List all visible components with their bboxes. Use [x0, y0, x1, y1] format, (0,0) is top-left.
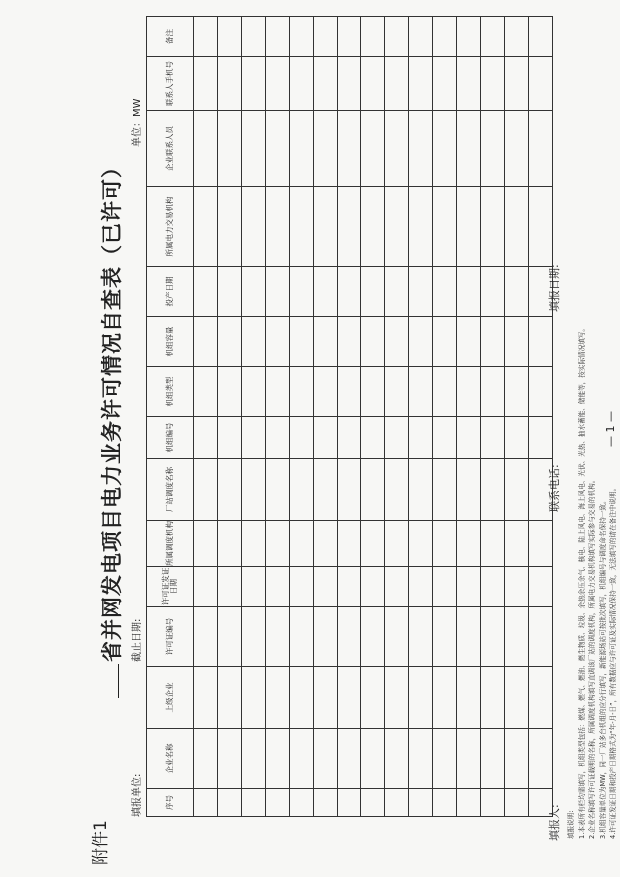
table-cell[interactable] — [528, 367, 552, 417]
table-cell[interactable] — [289, 267, 313, 317]
table-cell[interactable] — [241, 417, 265, 459]
table-cell[interactable] — [385, 459, 409, 521]
table-cell[interactable] — [385, 667, 409, 729]
table-cell[interactable] — [265, 459, 289, 521]
table-cell[interactable] — [241, 667, 265, 729]
table-cell[interactable] — [289, 789, 313, 817]
table-cell[interactable] — [457, 789, 481, 817]
page-number: — 1 — — [604, 411, 617, 447]
table-cell[interactable] — [265, 17, 289, 57]
table-cell[interactable] — [194, 729, 218, 789]
table-cell[interactable] — [528, 667, 552, 729]
table-cell[interactable] — [385, 521, 409, 567]
table-row — [265, 17, 289, 817]
table-cell[interactable] — [241, 187, 265, 267]
table-cell[interactable] — [217, 729, 241, 789]
table-cell[interactable] — [481, 317, 505, 367]
table-cell[interactable] — [457, 187, 481, 267]
table-cell[interactable] — [361, 187, 385, 267]
table-cell[interactable] — [528, 567, 552, 607]
table-cell[interactable] — [217, 367, 241, 417]
table-cell[interactable] — [313, 521, 337, 567]
table-cell[interactable] — [361, 667, 385, 729]
table-cell[interactable] — [361, 367, 385, 417]
table-cell[interactable] — [337, 367, 361, 417]
table-row — [457, 17, 481, 817]
table-cell[interactable] — [361, 17, 385, 57]
table-cell[interactable] — [385, 187, 409, 267]
table-cell[interactable] — [481, 187, 505, 267]
table-cell[interactable] — [361, 417, 385, 459]
table-cell[interactable] — [504, 729, 528, 789]
table-cell[interactable] — [289, 57, 313, 111]
note-item: 2.企业名称填写许可证载明的名称，所属调度机构填写直调该厂站的调度机构，所属电力交易机构填写实际参与交易的机构。 — [588, 476, 596, 839]
table-cell[interactable] — [457, 459, 481, 521]
table-cell[interactable] — [481, 417, 505, 459]
table-cell[interactable] — [481, 267, 505, 317]
table-cell[interactable] — [241, 789, 265, 817]
table-cell[interactable] — [313, 607, 337, 667]
table-cell[interactable] — [194, 667, 218, 729]
col-header: 机组容量 — [147, 317, 194, 367]
table-cell[interactable] — [433, 417, 457, 459]
table-cell[interactable] — [217, 607, 241, 667]
table-cell[interactable] — [241, 57, 265, 111]
table-cell[interactable] — [457, 17, 481, 57]
table-cell[interactable] — [194, 187, 218, 267]
table-cell[interactable] — [361, 729, 385, 789]
table-cell[interactable] — [361, 459, 385, 521]
table-cell[interactable] — [457, 417, 481, 459]
table-cell[interactable] — [337, 567, 361, 607]
phone-label: 联系电话: — [548, 464, 561, 512]
col-header: 机组编号 — [147, 417, 194, 459]
table-cell[interactable] — [241, 317, 265, 367]
table-cell[interactable] — [217, 17, 241, 57]
table-cell[interactable] — [289, 521, 313, 567]
table-cell[interactable] — [457, 111, 481, 187]
table-cell[interactable] — [409, 17, 433, 57]
table-cell[interactable] — [433, 729, 457, 789]
table-cell[interactable] — [313, 789, 337, 817]
table-row — [217, 17, 241, 817]
title-text: 省并网发电项目电力业务许可情况自查表（已许可） — [100, 156, 124, 662]
table-cell[interactable] — [337, 729, 361, 789]
table-cell[interactable] — [265, 567, 289, 607]
table-cell[interactable] — [457, 729, 481, 789]
table-cell[interactable] — [433, 667, 457, 729]
table-row — [504, 17, 528, 817]
table-cell[interactable] — [194, 607, 218, 667]
col-header: 投产日期 — [147, 267, 194, 317]
table-cell[interactable] — [241, 17, 265, 57]
table-cell[interactable] — [313, 267, 337, 317]
table-cell[interactable] — [241, 459, 265, 521]
table-row — [361, 17, 385, 817]
table-cell[interactable] — [361, 267, 385, 317]
table-row — [313, 17, 337, 817]
table-cell[interactable] — [504, 187, 528, 267]
table-cell[interactable] — [409, 111, 433, 187]
table-cell[interactable] — [528, 729, 552, 789]
table-cell[interactable] — [313, 417, 337, 459]
table-cell[interactable] — [528, 607, 552, 667]
table-cell[interactable] — [409, 789, 433, 817]
col-header: 所属电力交易机构 — [147, 187, 194, 267]
table-cell[interactable] — [481, 459, 505, 521]
cutoff-date-label: 截止日期: — [132, 618, 143, 662]
table-cell[interactable] — [504, 57, 528, 111]
table-cell[interactable] — [528, 521, 552, 567]
table-cell[interactable] — [194, 267, 218, 317]
table-row — [385, 17, 409, 817]
table-cell[interactable] — [337, 667, 361, 729]
table-cell[interactable] — [457, 567, 481, 607]
table-cell[interactable] — [265, 521, 289, 567]
table-cell[interactable] — [217, 187, 241, 267]
table-cell[interactable] — [265, 111, 289, 187]
fill-date-label: 填报日期: — [548, 264, 561, 312]
table-cell[interactable] — [409, 459, 433, 521]
table-cell[interactable] — [385, 417, 409, 459]
table-cell[interactable] — [433, 267, 457, 317]
table-cell[interactable] — [313, 367, 337, 417]
table-row — [409, 17, 433, 817]
note-item: 4.许可证发证日期和投产日期格式为“年-月-日”，所有数据应与许可证及实际情况保持一致，无法填写的请在备注中说明。 — [609, 484, 617, 839]
table-row — [528, 17, 552, 817]
table-cell[interactable] — [481, 111, 505, 187]
table-cell[interactable] — [433, 521, 457, 567]
table-cell[interactable] — [337, 417, 361, 459]
table-cell[interactable] — [194, 57, 218, 111]
table-cell[interactable] — [313, 17, 337, 57]
table-cell[interactable] — [504, 567, 528, 607]
table-cell[interactable] — [313, 317, 337, 367]
table-cell[interactable] — [289, 317, 313, 367]
table-cell[interactable] — [481, 667, 505, 729]
table-cell[interactable] — [528, 57, 552, 111]
table-cell[interactable] — [194, 459, 218, 521]
table-cell[interactable] — [241, 729, 265, 789]
col-header: 许可证发证日期 — [147, 567, 194, 607]
table-cell[interactable] — [457, 367, 481, 417]
table-cell[interactable] — [433, 111, 457, 187]
table-cell[interactable] — [385, 789, 409, 817]
table-cell[interactable] — [337, 521, 361, 567]
table-cell[interactable] — [409, 567, 433, 607]
table-row — [433, 17, 457, 817]
table-cell[interactable] — [313, 187, 337, 267]
table-cell[interactable] — [337, 317, 361, 367]
table-cell[interactable] — [194, 521, 218, 567]
table-cell[interactable] — [241, 267, 265, 317]
table-cell[interactable] — [313, 667, 337, 729]
table-cell[interactable] — [194, 17, 218, 57]
table-cell[interactable] — [457, 667, 481, 729]
table-cell[interactable] — [313, 111, 337, 187]
table-cell[interactable] — [337, 187, 361, 267]
table-cell[interactable] — [409, 417, 433, 459]
table-cell[interactable] — [409, 521, 433, 567]
table-row — [194, 17, 218, 817]
table-cell[interactable] — [481, 17, 505, 57]
table-cell[interactable] — [265, 57, 289, 111]
col-header: 厂站调度名称 — [147, 459, 194, 521]
col-header: 联系人手机号 — [147, 57, 194, 111]
col-header: 企业名称 — [147, 729, 194, 789]
table-cell[interactable] — [433, 367, 457, 417]
table-cell[interactable] — [241, 111, 265, 187]
table-cell[interactable] — [457, 607, 481, 667]
table-cell[interactable] — [217, 667, 241, 729]
table-cell[interactable] — [337, 267, 361, 317]
table-cell[interactable] — [289, 111, 313, 187]
table-row — [289, 17, 313, 817]
filler-label: 填报人: — [548, 804, 561, 841]
table-cell[interactable] — [194, 111, 218, 187]
table-cell[interactable] — [289, 187, 313, 267]
table-cell[interactable] — [289, 729, 313, 789]
table-cell[interactable] — [528, 187, 552, 267]
header-row — [147, 17, 194, 817]
table-cell[interactable] — [457, 57, 481, 111]
table-cell[interactable] — [265, 607, 289, 667]
table-cell[interactable] — [409, 187, 433, 267]
table-cell[interactable] — [289, 459, 313, 521]
table-cell[interactable] — [385, 111, 409, 187]
table-cell[interactable] — [217, 57, 241, 111]
table-cell[interactable] — [289, 667, 313, 729]
table-cell[interactable] — [504, 17, 528, 57]
table-cell[interactable] — [337, 57, 361, 111]
col-header: 企业联系人员 — [147, 111, 194, 187]
table-cell[interactable] — [385, 267, 409, 317]
table-cell[interactable] — [528, 417, 552, 459]
table-cell[interactable] — [217, 111, 241, 187]
table-cell[interactable] — [433, 57, 457, 111]
table-cell[interactable] — [504, 317, 528, 367]
table-cell[interactable] — [217, 459, 241, 521]
self-check-table — [146, 16, 553, 817]
col-header: 机组类型 — [147, 367, 194, 417]
table-row — [337, 17, 361, 817]
table-cell[interactable] — [504, 459, 528, 521]
table-row — [241, 17, 265, 817]
table-cell[interactable] — [241, 521, 265, 567]
table-cell[interactable] — [313, 729, 337, 789]
table-cell[interactable] — [409, 667, 433, 729]
table-cell[interactable] — [361, 521, 385, 567]
col-header: 序号 — [147, 789, 194, 817]
table-cell[interactable] — [361, 567, 385, 607]
table-cell[interactable] — [265, 417, 289, 459]
table-cell[interactable] — [217, 521, 241, 567]
table-cell[interactable] — [241, 367, 265, 417]
table-cell[interactable] — [265, 789, 289, 817]
table-cell[interactable] — [409, 57, 433, 111]
col-header: 上级企业 — [147, 667, 194, 729]
table-cell[interactable] — [337, 17, 361, 57]
table-cell[interactable] — [504, 367, 528, 417]
table-cell[interactable] — [361, 57, 385, 111]
table-cell[interactable] — [504, 667, 528, 729]
note-item: 3.机组容量单位为MW，同一厂站多台机组的应分行填写，新能源场站可按批次填写，机组编号与调度命名保持一致。 — [598, 497, 607, 839]
annex-label: 附件1 — [91, 820, 111, 865]
table-cell[interactable] — [265, 367, 289, 417]
table-cell[interactable] — [217, 567, 241, 607]
table-cell[interactable] — [265, 667, 289, 729]
table-cell[interactable] — [194, 789, 218, 817]
table-cell[interactable] — [337, 607, 361, 667]
table-cell[interactable] — [289, 607, 313, 667]
table-cell[interactable] — [361, 317, 385, 367]
table-body — [194, 17, 553, 817]
notes-heading: 填报说明: — [567, 810, 575, 839]
table-cell[interactable] — [385, 317, 409, 367]
table-cell[interactable] — [241, 567, 265, 607]
table-cell[interactable] — [433, 789, 457, 817]
table-cell[interactable] — [241, 607, 265, 667]
table-cell[interactable] — [481, 567, 505, 607]
table-cell[interactable] — [385, 367, 409, 417]
table-cell[interactable] — [337, 111, 361, 187]
table-cell[interactable] — [361, 111, 385, 187]
table-cell[interactable] — [481, 521, 505, 567]
table-cell[interactable] — [313, 57, 337, 111]
table-cell[interactable] — [457, 317, 481, 367]
table-cell[interactable] — [385, 57, 409, 111]
table-cell[interactable] — [504, 111, 528, 187]
table-cell[interactable] — [217, 317, 241, 367]
table-cell[interactable] — [433, 607, 457, 667]
table-cell[interactable] — [361, 607, 385, 667]
table-cell[interactable] — [194, 367, 218, 417]
table-cell[interactable] — [528, 17, 552, 57]
col-header: 所属调度机构 — [147, 521, 194, 567]
table-cell[interactable] — [504, 607, 528, 667]
table-cell[interactable] — [361, 789, 385, 817]
table-cell[interactable] — [313, 567, 337, 607]
table-cell[interactable] — [217, 789, 241, 817]
table-cell[interactable] — [217, 417, 241, 459]
table-cell[interactable] — [289, 17, 313, 57]
table-cell[interactable] — [217, 267, 241, 317]
page-title — [96, 117, 126, 737]
table-cell[interactable] — [504, 521, 528, 567]
table-cell[interactable] — [194, 317, 218, 367]
table-cell[interactable] — [265, 267, 289, 317]
table-cell[interactable] — [481, 729, 505, 789]
table-cell[interactable] — [409, 367, 433, 417]
col-header: 许可证编号 — [147, 607, 194, 667]
table-cell[interactable] — [504, 267, 528, 317]
table-cell[interactable] — [337, 459, 361, 521]
table-cell[interactable] — [385, 17, 409, 57]
table-cell[interactable] — [265, 187, 289, 267]
title-blank-line — [118, 664, 119, 698]
table-cell[interactable] — [194, 417, 218, 459]
table-cell[interactable] — [337, 789, 361, 817]
unit-label: 单位：MW — [132, 98, 143, 147]
table-cell[interactable] — [504, 417, 528, 459]
table-cell[interactable] — [528, 317, 552, 367]
table-cell[interactable] — [481, 57, 505, 111]
fill-unit-label: 填报单位: — [132, 773, 143, 817]
table-cell[interactable] — [433, 567, 457, 607]
table-cell[interactable] — [409, 317, 433, 367]
table-cell[interactable] — [481, 367, 505, 417]
table-row — [481, 17, 505, 817]
table-cell[interactable] — [504, 789, 528, 817]
table-cell[interactable] — [289, 417, 313, 459]
table-cell[interactable] — [289, 567, 313, 607]
table-cell[interactable] — [409, 607, 433, 667]
note-item: 1.本表所有栏均需填写，机组类型包括：燃煤、燃气、燃油、燃生物质、垃圾、余热余压余气、核电、陆上风电、海上风电、光伏、光热、抽水蓄能、储能等，按实际情况填写。 — [577, 324, 586, 839]
table-cell[interactable] — [313, 459, 337, 521]
table-cell[interactable] — [481, 789, 505, 817]
table-cell[interactable] — [433, 17, 457, 57]
table-cell[interactable] — [385, 567, 409, 607]
table-cell[interactable] — [265, 729, 289, 789]
table-cell[interactable] — [289, 367, 313, 417]
table-cell[interactable] — [265, 317, 289, 367]
table-cell[interactable] — [409, 729, 433, 789]
table-cell[interactable] — [481, 607, 505, 667]
table-cell[interactable] — [433, 459, 457, 521]
table-cell[interactable] — [457, 267, 481, 317]
table-cell[interactable] — [433, 317, 457, 367]
table-cell[interactable] — [385, 729, 409, 789]
table-cell[interactable] — [385, 607, 409, 667]
table-cell[interactable] — [457, 521, 481, 567]
table-cell[interactable] — [433, 187, 457, 267]
col-header: 备注 — [147, 17, 194, 57]
table-cell[interactable] — [409, 267, 433, 317]
table-cell[interactable] — [528, 111, 552, 187]
table-cell[interactable] — [194, 567, 218, 607]
